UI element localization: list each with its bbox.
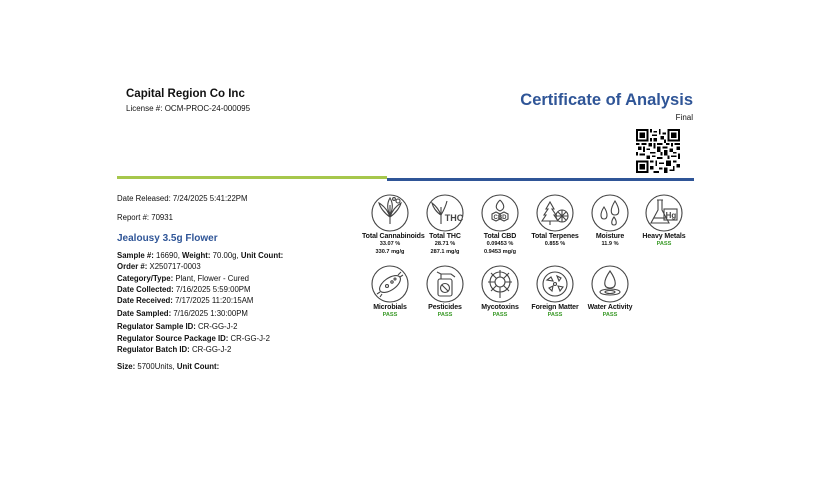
- detail-regulator-sample-id: Regulator Sample ID: CR-GG-J-2: [117, 322, 238, 331]
- detail-date-received: Date Received: 7/17/2025 11:20:15AM: [117, 296, 254, 305]
- detail-order: Order #: X250717-0003: [117, 262, 201, 271]
- microbials-bacteria-icon: [370, 264, 410, 304]
- header-divider-green: [117, 176, 387, 179]
- test-total-terpenes: Total Terpenes 0.855 %: [527, 193, 583, 248]
- test-total-cbd: CBD Total CBD 0.09453 % 0.9453 mg/g: [472, 193, 528, 256]
- test-pesticides: Pesticides PASS: [417, 264, 473, 320]
- license-number: License #: OCM-PROC-24-000095: [126, 104, 251, 113]
- foreign-matter-icon: [535, 264, 575, 304]
- test-mycotoxins: Mycotoxins PASS: [472, 264, 528, 320]
- test-microbials: Microbials PASS: [362, 264, 418, 320]
- detail-regulator-batch-id: Regulator Batch ID: CR-GG-J-2: [117, 345, 232, 354]
- header-divider-blue: [387, 178, 694, 181]
- thc-leaf-icon: [425, 193, 465, 233]
- mycotoxins-flower-icon: [480, 264, 520, 304]
- test-heavy-metals: Hg Heavy Metals PASS: [636, 193, 692, 249]
- status-label: Final: [675, 113, 693, 122]
- moisture-drops-icon: [590, 193, 630, 233]
- pesticides-sprayer-icon: [425, 264, 465, 304]
- test-total-thc: THC Total THC 28.71 % 287.1 mg/g: [417, 193, 473, 256]
- page-title: Certificate of Analysis: [520, 91, 693, 109]
- company-name: Capital Region Co Inc: [126, 88, 245, 100]
- detail-sample: Sample #: 16690, Weight: 70.00g, Unit Count:: [117, 251, 284, 260]
- cbd-molecule-icon: [480, 193, 520, 233]
- detail-regulator-source-package-id: Regulator Source Package ID: CR-GG-J-2: [117, 334, 270, 343]
- test-total-cannabinoids: Total Cannabinoids 33.07 % 330.7 mg/g: [362, 193, 418, 256]
- svg-text:Hg: Hg: [665, 211, 677, 220]
- detail-category: Category/Type: Plant, Flower - Cured: [117, 274, 250, 283]
- detail-size: Size: 5700Units, Unit Count:: [117, 362, 220, 371]
- date-released: Date Released: 7/24/2025 5:41:22PM: [117, 194, 248, 203]
- svg-text:THC: THC: [444, 213, 464, 223]
- test-moisture: Moisture 11.9 %: [582, 193, 638, 248]
- detail-date-sampled: Date Sampled: 7/16/2025 1:30:00PM: [117, 309, 248, 318]
- qr-code-icon: [636, 129, 680, 173]
- product-name: Jealousy 3.5g Flower: [117, 233, 218, 244]
- terpenes-tree-icon: [535, 193, 575, 233]
- detail-date-collected: Date Collected: 7/16/2025 5:59:00PM: [117, 285, 251, 294]
- heavy-metals-flask-icon: [644, 193, 684, 233]
- svg-text:CBD: CBD: [493, 215, 507, 221]
- test-water-activity: Water Activity PASS: [582, 264, 638, 320]
- water-activity-drop-icon: [590, 264, 630, 304]
- test-foreign-matter: Foreign Matter PASS: [527, 264, 583, 320]
- cannabinoids-leaf-icon: [370, 193, 410, 233]
- report-number: Report #: 70931: [117, 213, 173, 222]
